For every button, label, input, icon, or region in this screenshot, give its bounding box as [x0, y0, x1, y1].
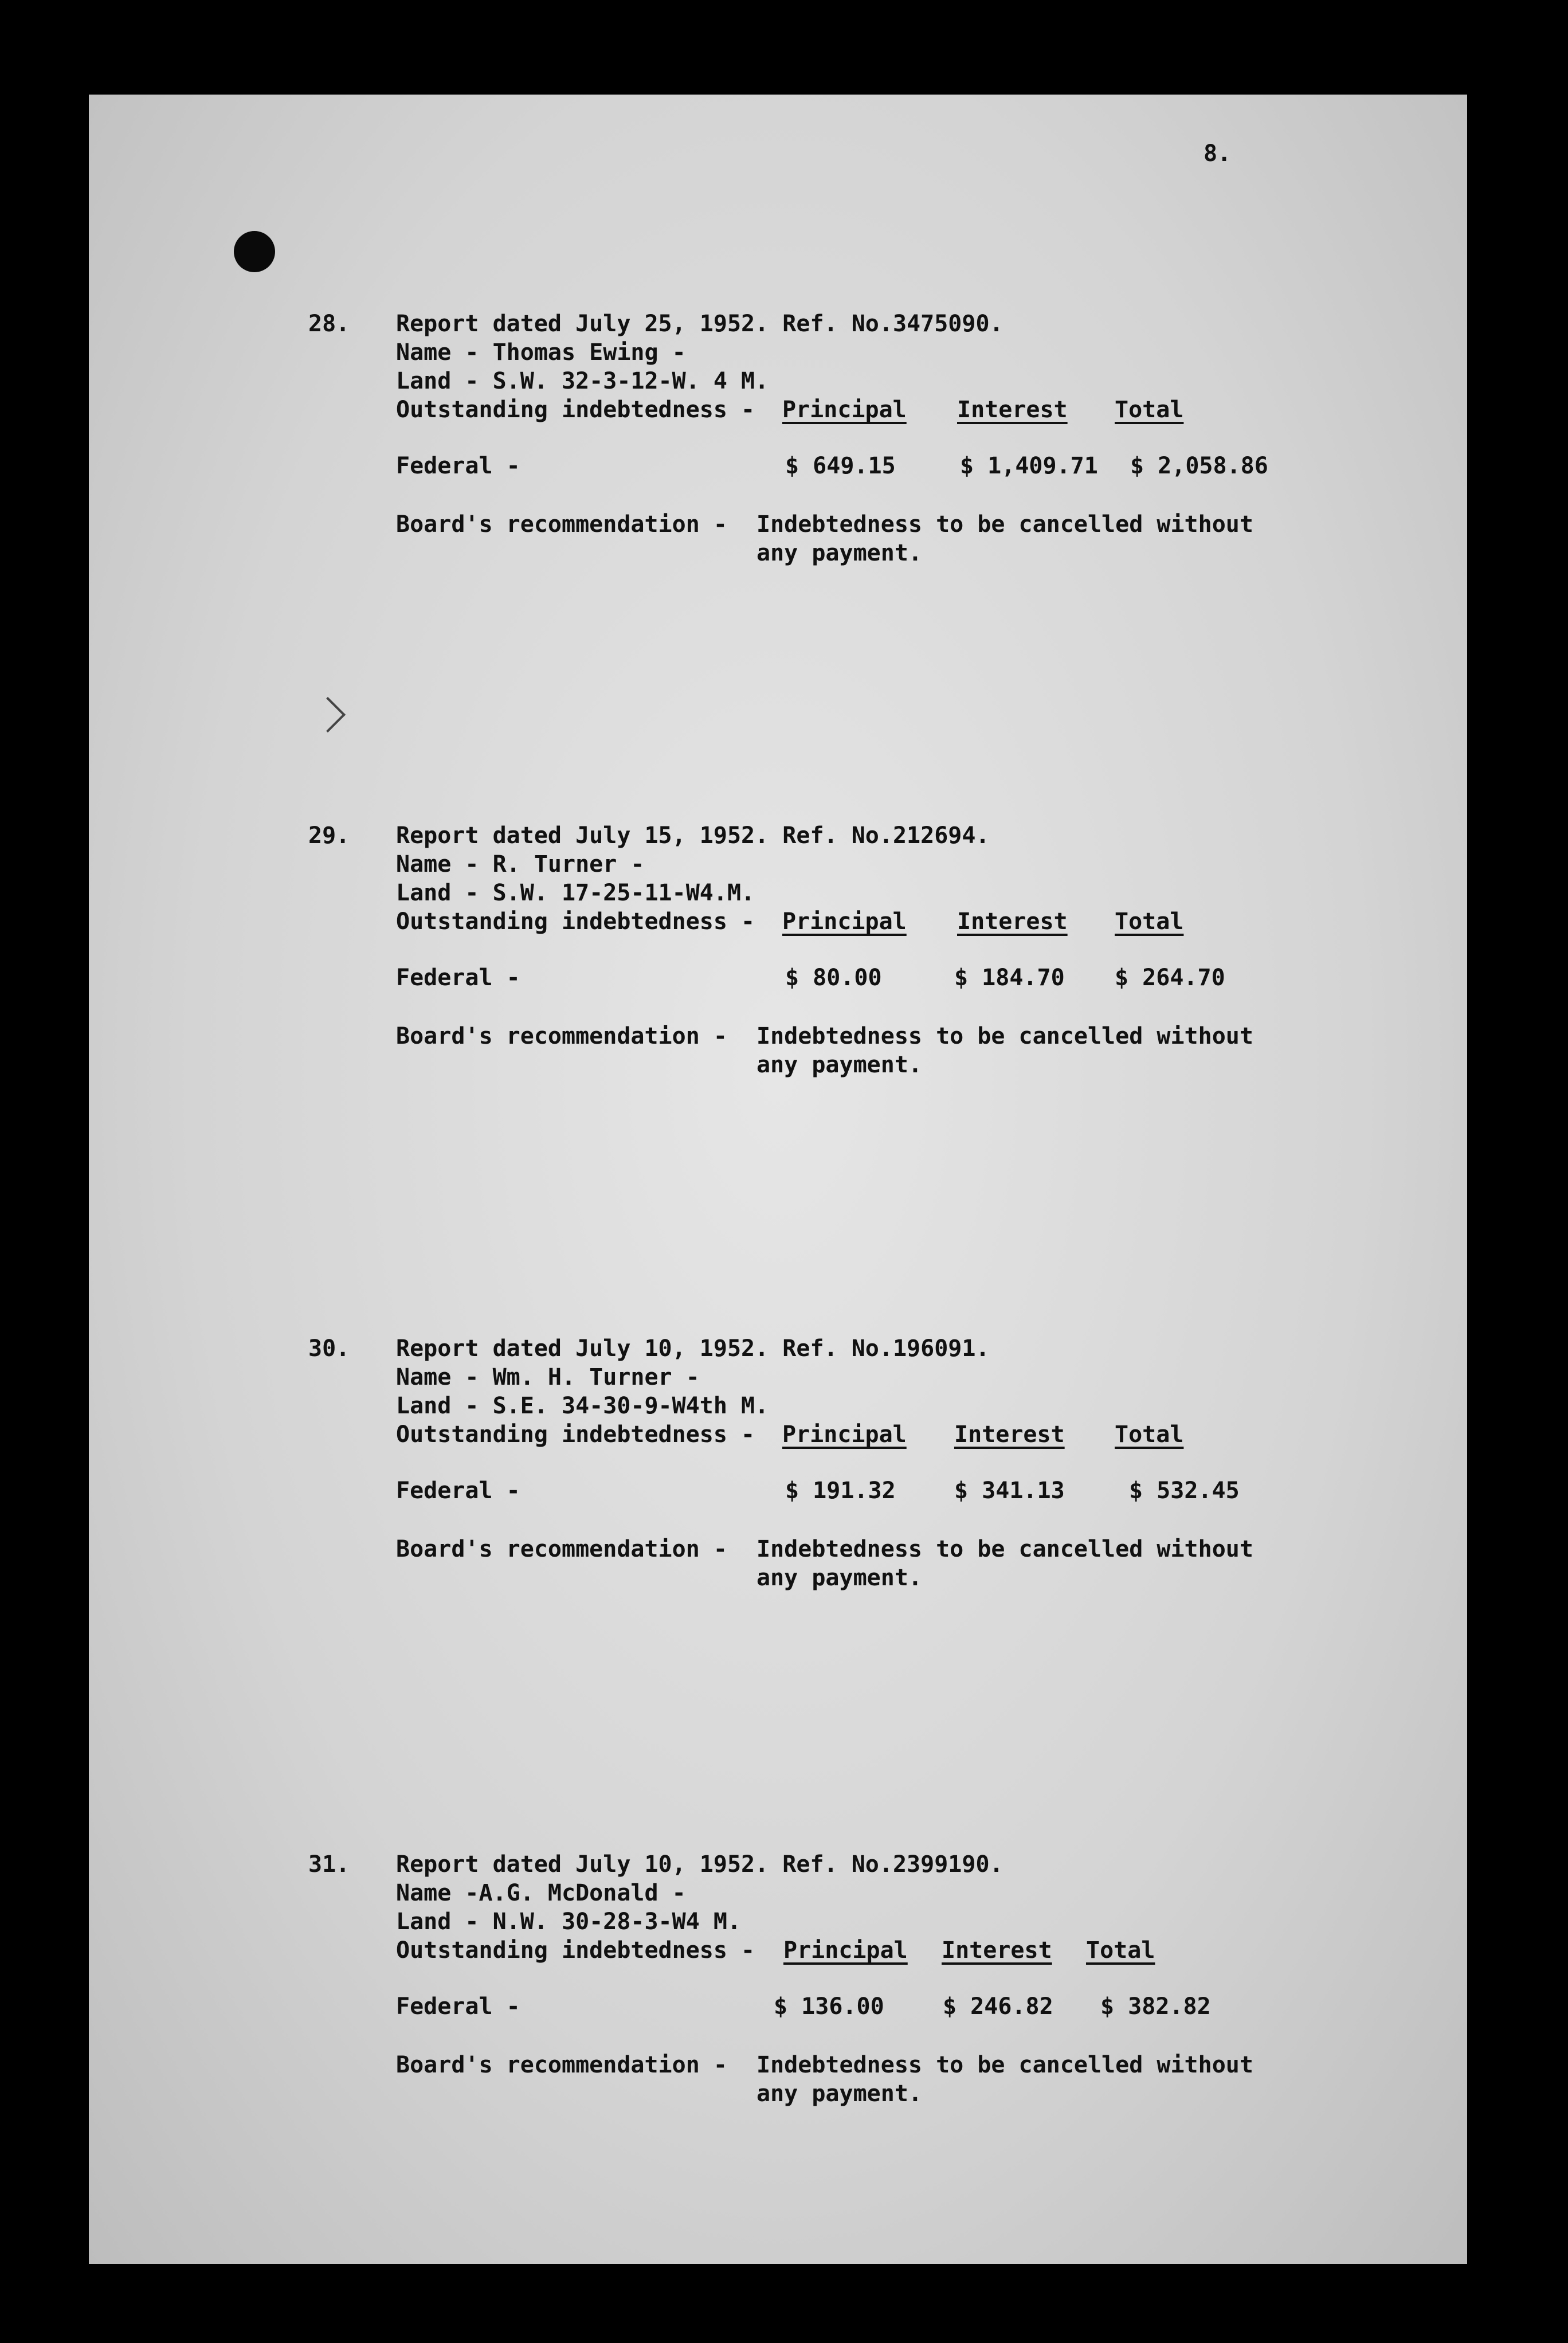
- recommendation-text: Indebtedness to be cancelled without: [756, 2052, 1253, 2078]
- land-line: Land - S.E. 34-30-9-W4th M.: [396, 1393, 769, 1419]
- recommendation-text-continued: any payment.: [756, 1052, 922, 1078]
- federal-label: Federal -: [396, 453, 520, 479]
- total-amount: $ 532.45: [1129, 1478, 1240, 1504]
- principal-header: Principal: [782, 397, 907, 423]
- entry-28: [89, 309, 1467, 797]
- land-line: Land - N.W. 30-28-3-W4 M.: [396, 1909, 742, 1935]
- outstanding-label: Outstanding indebtedness -: [396, 397, 755, 423]
- land-line: Land - S.W. 32-3-12-W. 4 M.: [396, 368, 769, 394]
- outstanding-label: Outstanding indebtedness -: [396, 1937, 755, 1964]
- total-header: Total: [1086, 1937, 1155, 1964]
- report-line: Report dated July 10, 1952. Ref. No.2399190.: [396, 1851, 1003, 1878]
- total-amount: $ 2,058.86: [1130, 453, 1268, 479]
- outstanding-label: Outstanding indebtedness -: [396, 1421, 755, 1448]
- total-header: Total: [1115, 1421, 1184, 1448]
- recommendation-label: Board's recommendation -: [396, 2052, 727, 2078]
- interest-amount: $ 246.82: [943, 1993, 1053, 2020]
- recommendation-text: Indebtedness to be cancelled without: [756, 1023, 1253, 1049]
- recommendation-text: Indebtedness to be cancelled without: [756, 511, 1253, 538]
- recommendation-text-continued: any payment.: [756, 540, 922, 566]
- principal-amount: $ 136.00: [774, 1993, 884, 2020]
- entry-29: [89, 821, 1467, 1308]
- interest-header: Interest: [942, 1937, 1052, 1964]
- entry-31: [89, 1850, 1467, 2337]
- total-header: Total: [1115, 397, 1184, 423]
- entry-number: 31.: [308, 1851, 350, 1878]
- document-page: [89, 95, 1467, 2264]
- name-line: Name -A.G. McDonald -: [396, 1880, 686, 1906]
- report-line: Report dated July 25, 1952. Ref. No.3475090.: [396, 311, 1003, 337]
- report-line: Report dated July 15, 1952. Ref. No.212694.: [396, 822, 990, 849]
- land-line: Land - S.W. 17-25-11-W4.M.: [396, 880, 755, 906]
- principal-header: Principal: [782, 908, 907, 935]
- punch-hole-icon: [234, 231, 275, 272]
- recommendation-label: Board's recommendation -: [396, 1536, 727, 1562]
- principal-header: Principal: [783, 1937, 908, 1964]
- interest-header: Interest: [954, 1421, 1065, 1448]
- recommendation-text: Indebtedness to be cancelled without: [756, 1536, 1253, 1562]
- report-line: Report dated July 10, 1952. Ref. No.196091.: [396, 1335, 990, 1362]
- name-line: Name - Wm. H. Turner -: [396, 1364, 700, 1390]
- interest-amount: $ 184.70: [954, 965, 1065, 991]
- recommendation-text-continued: any payment.: [756, 2081, 922, 2107]
- name-line: Name - R. Turner -: [396, 851, 645, 877]
- federal-label: Federal -: [396, 1478, 520, 1504]
- recommendation-label: Board's recommendation -: [396, 1023, 727, 1049]
- total-amount: $ 264.70: [1115, 965, 1225, 991]
- entry-number: 28.: [308, 311, 350, 337]
- interest-amount: $ 341.13: [954, 1478, 1065, 1504]
- principal-amount: $ 649.15: [785, 453, 896, 479]
- total-header: Total: [1115, 908, 1184, 935]
- recommendation-label: Board's recommendation -: [396, 511, 727, 538]
- interest-amount: $ 1,409.71: [960, 453, 1098, 479]
- principal-amount: $ 80.00: [785, 965, 882, 991]
- principal-header: Principal: [782, 1421, 907, 1448]
- federal-label: Federal -: [396, 965, 520, 991]
- federal-label: Federal -: [396, 1993, 520, 2020]
- recommendation-text-continued: any payment.: [756, 1565, 922, 1591]
- entry-number: 29.: [308, 822, 350, 849]
- total-amount: $ 382.82: [1100, 1993, 1211, 2020]
- entry-number: 30.: [308, 1335, 350, 1362]
- principal-amount: $ 191.32: [785, 1478, 896, 1504]
- outstanding-label: Outstanding indebtedness -: [396, 908, 755, 935]
- interest-header: Interest: [957, 908, 1068, 935]
- interest-header: Interest: [957, 397, 1068, 423]
- entry-30: [89, 1334, 1467, 1821]
- page-number: 8.: [1204, 140, 1232, 167]
- name-line: Name - Thomas Ewing -: [396, 339, 686, 366]
